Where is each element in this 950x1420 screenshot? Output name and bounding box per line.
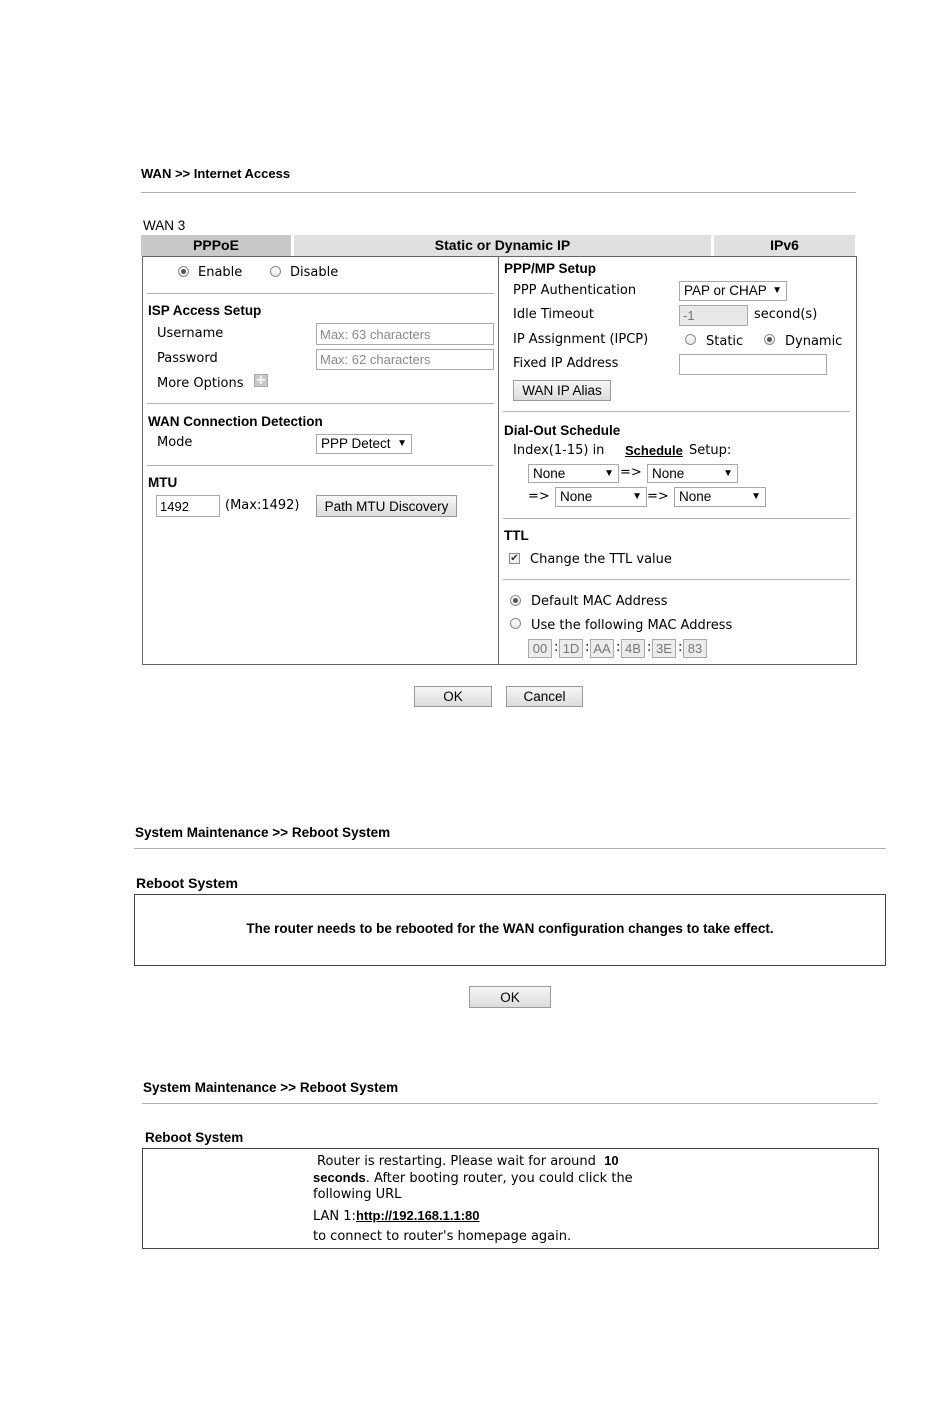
left-divider-3 <box>147 465 494 466</box>
password-input[interactable] <box>316 349 494 370</box>
right-divider-1 <box>503 411 850 412</box>
mode-label: Mode <box>157 435 193 450</box>
mac-colon: : <box>585 640 590 655</box>
reboot1-section-title: Reboot System <box>136 875 238 891</box>
enable-radio[interactable] <box>178 266 189 277</box>
reboot2-line2 <box>313 1170 633 1186</box>
wan-section-title: WAN 3 <box>143 218 186 233</box>
more-options-label: More Options <box>157 376 244 391</box>
index-prefix: Index(1-15) in <box>513 443 605 458</box>
arrow-3: => <box>647 489 669 504</box>
schedule-select-1[interactable] <box>528 464 619 483</box>
reboot2-seconds-word: seconds <box>313 1170 366 1185</box>
default-mac-label: Default MAC Address <box>531 594 668 609</box>
chevron-down-icon: ▼ <box>772 285 782 296</box>
column-divider <box>498 257 499 664</box>
idle-timeout-input[interactable] <box>679 305 748 326</box>
mtu-heading: MTU <box>148 475 178 490</box>
dial-out-heading: Dial-Out Schedule <box>504 423 621 438</box>
fixed-ip-input[interactable] <box>679 354 827 375</box>
mode-select[interactable] <box>316 434 412 454</box>
schedule-select-3[interactable] <box>555 487 647 507</box>
reboot2-line5: to connect to router's homepage again. <box>313 1229 572 1244</box>
schedule-select-4[interactable] <box>674 487 766 507</box>
reboot2-breadcrumb: System Maintenance >> Reboot System <box>143 1080 399 1095</box>
isp-access-heading: ISP Access Setup <box>148 303 262 318</box>
wan-ip-alias-button[interactable]: WAN IP Alias <box>513 380 611 401</box>
schedule-select-2[interactable] <box>647 464 738 483</box>
path-mtu-discovery-button[interactable]: Path MTU Discovery <box>316 495 457 517</box>
mac-octet-2[interactable]: 1D <box>559 639 583 658</box>
static-radio[interactable] <box>685 334 696 345</box>
reboot2-lan-label: LAN 1: <box>313 1209 356 1224</box>
chevron-down-icon: ▼ <box>723 468 733 479</box>
schedule-select-4-value: None <box>679 489 712 504</box>
reboot2-line1-text: Router is restarting. Please wait for around <box>317 1154 596 1169</box>
ppp-mp-heading: PPP/MP Setup <box>504 261 597 276</box>
arrow-2: => <box>528 489 550 504</box>
reboot1-ok-button[interactable]: OK <box>469 986 551 1008</box>
right-divider-3 <box>503 579 850 580</box>
reboot1-breadcrumb-divider <box>134 848 886 849</box>
reboot2-line4 <box>313 1208 480 1224</box>
ttl-heading: TTL <box>504 528 529 543</box>
fixed-ip-label: Fixed IP Address <box>513 356 619 371</box>
schedule-link[interactable]: Schedule <box>625 443 683 458</box>
mac-octet-1[interactable]: 00 <box>528 639 552 658</box>
expand-plus-icon[interactable]: + <box>255 373 267 388</box>
idle-timeout-label: Idle Timeout <box>513 307 594 322</box>
ppp-auth-label: PPP Authentication <box>513 283 637 298</box>
chevron-down-icon: ▼ <box>604 468 614 479</box>
ppp-auth-value: PAP or CHAP <box>684 283 767 298</box>
wan-detection-heading: WAN Connection Detection <box>148 414 323 429</box>
ttl-checkbox[interactable]: ✔ <box>510 553 519 564</box>
mac-colon: : <box>554 640 559 655</box>
schedule-select-2-value: None <box>652 466 685 481</box>
tab-ipv6[interactable]: IPv6 <box>714 235 855 256</box>
reboot2-line1 <box>317 1153 619 1169</box>
dynamic-label: Dynamic <box>785 334 843 349</box>
tab-static-dynamic-ip[interactable]: Static or Dynamic IP <box>294 235 711 256</box>
disable-label: Disable <box>290 265 339 280</box>
mtu-max-note: (Max:1492) <box>225 498 300 513</box>
mac-octet-5[interactable]: 3E <box>652 639 676 658</box>
enable-label: Enable <box>198 265 243 280</box>
wan-breadcrumb-divider <box>141 192 856 193</box>
wan-breadcrumb: WAN >> Internet Access <box>141 166 291 181</box>
mac-colon: : <box>678 640 683 655</box>
reboot2-section-title: Reboot System <box>145 1130 244 1145</box>
mac-octet-6[interactable]: 83 <box>683 639 707 658</box>
username-input[interactable] <box>316 323 494 345</box>
reboot1-message: The router needs to be rebooted for the WAN configuration changes to take effect. <box>246 921 774 936</box>
mac-colon: : <box>647 640 652 655</box>
mtu-input[interactable] <box>156 495 220 517</box>
mac-octet-3[interactable]: AA <box>590 639 614 658</box>
reboot2-seconds-value: 10 <box>604 1153 619 1168</box>
left-divider-2 <box>147 403 494 404</box>
static-label: Static <box>706 334 744 349</box>
reboot2-lan-url-link[interactable]: http://192.168.1.1:80 <box>355 1208 480 1223</box>
reboot1-breadcrumb: System Maintenance >> Reboot System <box>135 825 391 840</box>
wan-cancel-button[interactable]: Cancel <box>506 686 583 707</box>
ppp-auth-select[interactable] <box>679 281 787 301</box>
idle-timeout-unit: second(s) <box>754 307 818 322</box>
reboot2-line2-text: . After booting router, you could click the <box>365 1171 633 1186</box>
reboot2-line3: following URL <box>313 1187 402 1202</box>
reboot2-breadcrumb-divider <box>142 1103 878 1104</box>
index-suffix: Setup: <box>689 443 732 458</box>
dynamic-radio[interactable] <box>764 334 775 345</box>
mac-colon: : <box>616 640 621 655</box>
disable-radio[interactable] <box>270 266 281 277</box>
mode-select-value: PPP Detect <box>321 436 391 451</box>
ttl-change-label: Change the TTL value <box>530 552 672 567</box>
custom-mac-radio[interactable] <box>510 618 521 629</box>
chevron-down-icon: ▼ <box>632 491 642 502</box>
wan-ok-button[interactable]: OK <box>414 686 492 707</box>
username-label: Username <box>157 326 224 341</box>
mac-octet-4[interactable]: 4B <box>621 639 645 658</box>
schedule-select-1-value: None <box>533 466 566 481</box>
arrow-1: => <box>620 465 642 480</box>
left-divider-1 <box>147 293 494 294</box>
ip-assignment-label: IP Assignment (IPCP) <box>513 332 649 347</box>
right-divider-2 <box>503 518 850 519</box>
default-mac-radio[interactable] <box>510 595 521 606</box>
schedule-select-3-value: None <box>560 489 593 504</box>
custom-mac-label: Use the following MAC Address <box>531 618 733 633</box>
password-label: Password <box>157 351 218 366</box>
tab-pppoe[interactable]: PPPoE <box>141 235 291 256</box>
chevron-down-icon: ▼ <box>397 438 407 449</box>
chevron-down-icon: ▼ <box>751 491 761 502</box>
